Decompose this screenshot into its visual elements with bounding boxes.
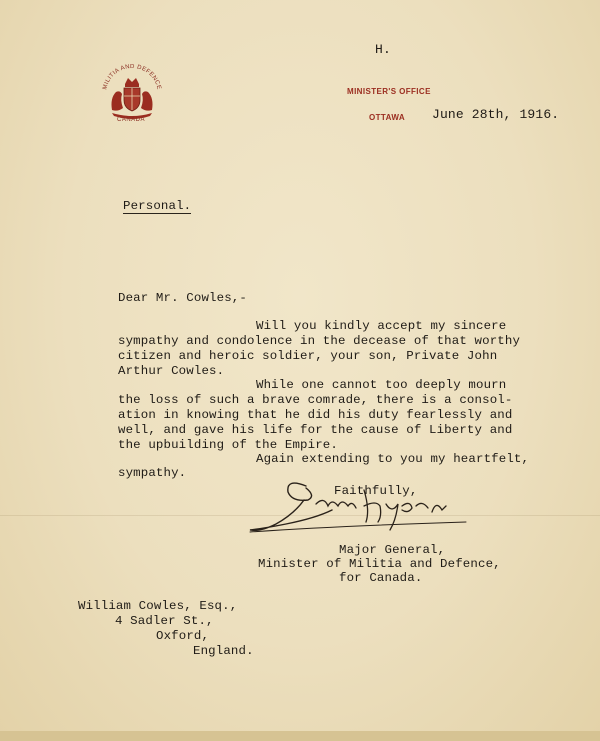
personal-label: Personal. bbox=[123, 199, 192, 213]
body-line: Arthur Cowles. bbox=[118, 364, 225, 378]
file-mark: H. bbox=[375, 42, 391, 57]
salutation: Dear Mr. Cowles,- bbox=[118, 291, 247, 305]
body-line: citizen and heroic soldier, your son, Private John bbox=[118, 349, 498, 363]
signer-title: Minister of Militia and Defence, bbox=[258, 557, 501, 571]
letter-date: June 28th, 1916. bbox=[432, 107, 560, 122]
address-line: 4 Sadler St., bbox=[115, 614, 214, 628]
signer-title: for Canada. bbox=[339, 571, 423, 585]
body-line: ation in knowing that he did his duty fearlessly and bbox=[118, 408, 513, 422]
letterhead-city: OTTAWA bbox=[369, 113, 406, 122]
body-line: While one cannot too deeply mourn bbox=[256, 378, 507, 392]
svg-text:MILITIA AND DEFENCE: MILITIA AND DEFENCE bbox=[102, 64, 162, 91]
body-line: the upbuilding of the Empire. bbox=[118, 438, 338, 452]
paper-bottom-edge bbox=[0, 731, 600, 741]
address-line: England. bbox=[193, 644, 254, 658]
ministers-office: MINISTER'S OFFICE bbox=[347, 87, 431, 96]
signature-mark bbox=[246, 470, 476, 540]
address-line: Oxford, bbox=[156, 629, 210, 643]
body-line: Again extending to you my heartfelt, bbox=[256, 452, 530, 466]
signer-title: Major General, bbox=[339, 543, 446, 557]
body-line: sympathy. bbox=[118, 466, 187, 480]
closing: Faithfully, bbox=[334, 484, 418, 498]
body-line: the loss of such a brave comrade, there is a consol- bbox=[118, 393, 513, 407]
body-line: Will you kindly accept my sincere bbox=[256, 319, 507, 333]
body-line: sympathy and condolence in the decease of that worthy bbox=[118, 334, 521, 348]
address-line: William Cowles, Esq., bbox=[78, 599, 238, 613]
crest-caption: CANADA bbox=[116, 117, 145, 123]
body-line: well, and gave his life for the cause of Liberty and bbox=[118, 423, 513, 437]
